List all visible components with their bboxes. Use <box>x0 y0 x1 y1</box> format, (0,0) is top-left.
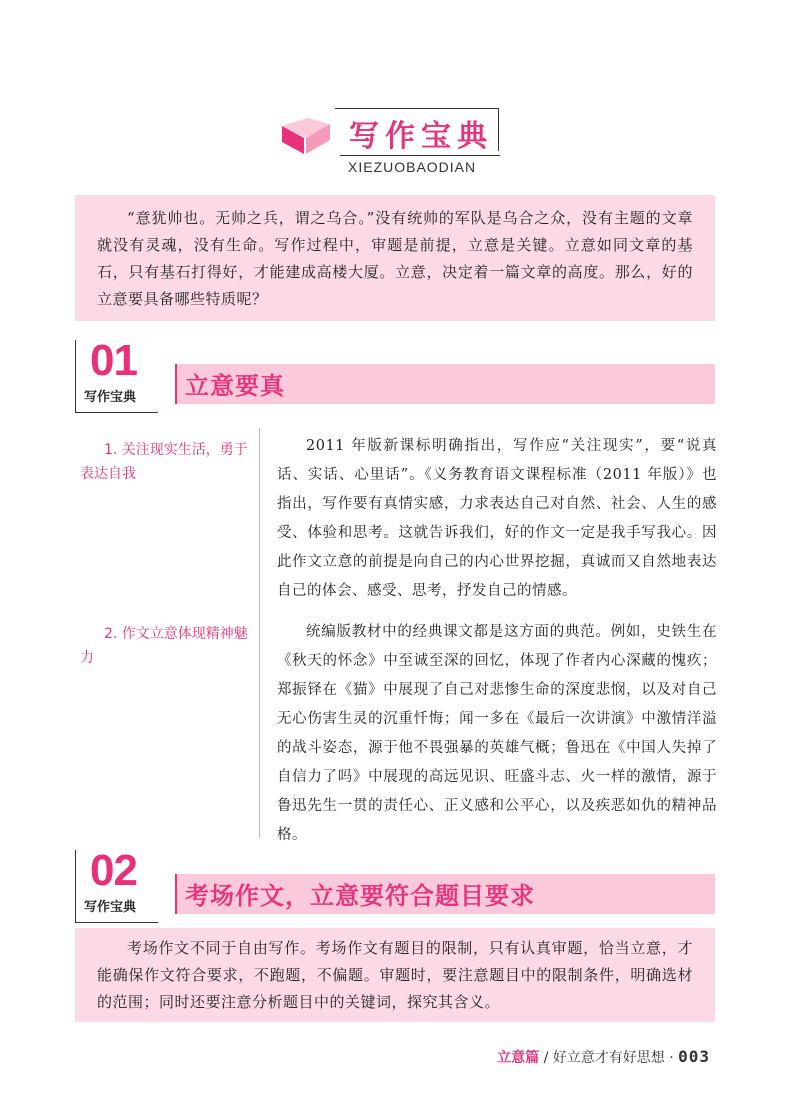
section-number: 01 <box>90 336 137 385</box>
footer-separator: / <box>543 1050 549 1066</box>
title-underline <box>340 155 500 156</box>
footer-bullet: · <box>669 1050 674 1066</box>
page-header <box>280 108 520 180</box>
section-02-box <box>75 928 715 1022</box>
page-number: 003 <box>678 1047 710 1066</box>
title-pinyin: XIEZUOBAODIAN <box>348 159 477 175</box>
footer-category: 立意篇 <box>497 1050 540 1066</box>
section-label: 写作宝典 <box>84 390 137 405</box>
section-title: 立意要真 <box>185 372 285 400</box>
paragraph-2: 统编版教材中的经典课文都是这方面的典范。例如，史铁生在《秋天的怀念》中至诚至深的回忆，体现了作者内心深藏的愧疚；郑振铎在《猫》中展现了自己对悲惨生命的深度悲悯，以及对自己无心伤害生灵的沉重忏悔；闻一多在《最后一次讲演》中激情洋溢的战斗姿态，源于他不畏强暴的英雄气概；鲁迅在《中国人失掉了自信力了吗》中展现的高远见识、旺盛斗志、火一样的激情，源于鲁迅先生一贯的责任心、正义感和公平心，以及疾恶如仇的精神品格。 <box>277 624 717 843</box>
section-number-box <box>75 336 158 413</box>
open-book-icon <box>280 118 332 154</box>
column-divider <box>259 428 260 838</box>
section-title-bar-edge <box>175 874 177 914</box>
page-footer <box>497 1047 710 1067</box>
section-02-header <box>75 846 715 926</box>
section-number: 02 <box>90 846 137 895</box>
section-02-text: 考场作文不同于自由写作。考场作文有题目的限制，只有认真审题，恰当立意，才能确保作文符合要求，不跑题，不偏题。审题时，要注意题目中的限制条件，明确选材的范围；同时还要注意分析题目中的关键词，探究其含义。 <box>97 939 693 1011</box>
section-number-box <box>75 846 158 923</box>
footer-chapter: 好立意才有好思想 <box>552 1050 665 1066</box>
subheading-1: 1. 关注现实生活，勇于表达自我 <box>80 442 248 482</box>
subheading-2: 2. 作文立意体现精神魅力 <box>80 626 248 666</box>
title-frame <box>335 108 499 154</box>
section-title-bar-edge <box>175 364 177 404</box>
paragraph-1: 2011 年版新课标明确指出，写作应“关注现实”，要“说真话、实话、心里话”。《义务教育语文课程标准（2011 年版）》也指出，写作要有真情实感，力求表达自己对自然、社会、人生的感受、体验和思考。这就告诉我们，好的作文一定是我手写我心。因此作文立意的前提是向自己的内心世界挖掘，真诚而又自然地表达自己的体会、感受、思考，抒发自己的情感。 <box>277 438 717 599</box>
page-title: 写作宝典 <box>349 119 493 154</box>
intro-box <box>75 195 715 321</box>
section-title: 考场作文，立意要符合题目要求 <box>185 882 535 910</box>
section-label: 写作宝典 <box>84 900 137 915</box>
section-01-header <box>75 336 715 416</box>
intro-text: “意犹帅也。无帅之兵，谓之乌合。”没有统帅的军队是乌合之众，没有主题的文章就没有灵魂，没有生命。写作过程中，审题是前提，立意是关键。立意如同文章的基石，只有基石打得好，才能建成高楼大厦。立意，决定着一篇文章的高度。那么，好的立意要具备哪些特质呢？ <box>97 209 693 308</box>
